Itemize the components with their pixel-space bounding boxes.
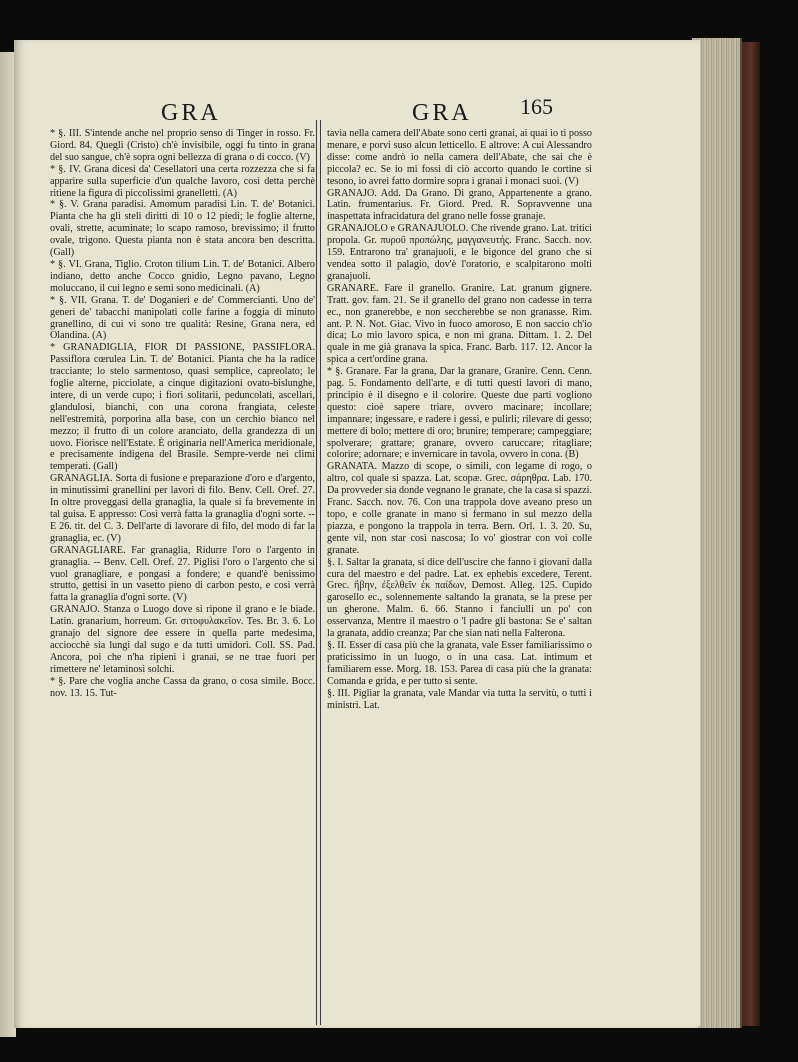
page-number: 165	[520, 94, 553, 119]
entry-paragraph: GRANAJOLO e GRANAJUOLO. Che rivende grano. Lat. tritici propola. Gr. πυροῦ προπώλης, μαγγανευτής. Franc. Sacch. nov. 159. Entrarono tra' granajuoli, e le bigonce del grano che si vendea sotto il palagio, dov'è l'oratorio, e scalpitarono molti granajuoli.	[327, 223, 592, 282]
entry-paragraph: GRANARE. Fare il granello. Granire. Lat. granum gignere. Tratt. gov. fam. 21. Se il granello del grano non cadesse in terra ec., non granerebbe, e non seccherebbe se non granasse. Rim. ant. P. N. Not. Giac. Vivo in fuoco amoroso, E non saccio ch'io dica; Lo mio lavoro spica, e non mi grana. Dittam. 1. 2. Del quale in me già granava la spica. Franc. Barb. 117. 12. Ancor la spica a cert'ordine grana.	[327, 282, 592, 366]
entry-paragraph: §. I. Saltar la granata, si dice dell'uscire che fanno i giovani dalla cura del maestro e del padre. Lat. ex ephebis excedere, Terent. Grec. ἥβην, ἐξελθεῖν ἐκ παίδων, Demost. Alleg. 125. Cupido garosello ec., solennemente saltando la granata, se la prese per un gherone. Malm. 6. 66. Stanno i fanciulli un po' con osservanza, Mentre il maestro o 'l padre gli bastona: Se e' saltan la granata, addio creanza; Par che sian nati nella Falterona.	[327, 556, 592, 640]
entry-paragraph: tavia nella camera dell'Abate sono certi granai, ai quai io ti posso menare, e porvi suso alcun letticello. E altrove: A cui Alessandro disse: come andrò io nella camera dell'Abate, che sai che è piccola? ec. Se io mi fossi di ciò accorto quando le cortine si tesono, io avrei fatto dormire sopra i granai i monaci suoi. (V)	[327, 128, 592, 187]
right-column	[327, 128, 592, 711]
entry-paragraph: GRANAGLIARE. Far granaglia, Ridurre l'oro o l'argento in granaglia. -- Benv. Cell. Oref. 27. Piglisi l'oro o l'argento che si vuol granagliare, e pongasi a fondere; e quand'è benissimo strutto, gettisi in un vasetto pieno di carbon pesto, e così verrà fatta la granaglia d'ogni sorte. (V)	[50, 544, 315, 604]
running-header-right: GRA	[412, 100, 472, 126]
column-divider	[316, 120, 321, 1025]
entry-paragraph: * GRANADIGLIA, FIOR DI PASSIONE, PASSIFLORA. Passiflora cœrulea Lin. T. de' Botanici. Pianta che ha la radice tracciante; lo stelo sarmentoso, quasi semplice, capreolato; le foglie alterne, picciolate, a cinque digitazioni ovato-bislunghe, intere, di un verde cupo; i fiori solitarii, peduncolati, ascellari, glandulosi, bianchi, con una corona frangiata, celeste nell'estremità, porporina alla base, con un cerchio bianco nel mezzo; il frutto di un colore aranciato, della grandezza di un uovo. Fiorisce nell'Estate. È originaria nell'America meridionale, e precisamente indigena del Brasile. Sempre-verde nei climi temperati. (Gall)	[50, 342, 315, 473]
entry-paragraph: * §. III. S'intende anche nel proprio senso di Tinger in rosso. Fr. Giord. 84. Quegli (Cristo) ch'è invisibile, oggi fu tinto in grana del suo sangue, ch'è sopra ogni bellezza di grana o di cocco. (V)	[50, 128, 315, 163]
entry-paragraph: * §. VI. Grana, Tiglio. Croton tilium Lin. T. de' Botanici. Albero indiano, detto anche Cocco gnidio, Legno pavano, Legno moluccano, il cui legno e semi sono medicinali. (A)	[50, 258, 315, 294]
entry-paragraph: * §. V. Grana paradisi. Amomum paradisi Lin. T. de' Botanici. Pianta che ha gli steli diritti di 10 o 12 piedi; le foglie alterne, ovali, strette, acuminate; lo scapo ramoso, brevissimo; il frutto ovale, trigono. Questa pianta non è stata ancora ben descritta. (Gall)	[50, 199, 315, 259]
book-page	[14, 40, 700, 1028]
entry-paragraph: * §. VII. Grana. T. de' Doganieri e de' Commercianti. Uno de' generi de' tabacchi manipolati colle farine a foggia di minuto granellino, di cui vi sono tre qualità: Resine, Grana nera, ed Olandina. (A)	[50, 294, 315, 342]
entry-paragraph: GRANAJO. Stanza o Luogo dove si ripone il grano e le biade. Latin. granarium, horreum. Gr. σιτοφυλακεῖον. Tes. Br. 3. 6. Lo granajo del signore dee essere in quella parte medesima, acciocchè sia lungi dal sugo e da tutti umidori. Coll. SS. Pad. Ancora, poi che n'ha ripieni i granai, se ne trae fuori per rimettere ne' letaminosi solchi.	[50, 604, 315, 675]
running-header-left: GRA	[161, 100, 221, 126]
left-column	[50, 128, 315, 700]
entry-paragraph: GRANAGLIA. Sorta di fusione e preparazione d'oro e d'argento, in minutissimi granellini per lavori di filo. Benv. Cell. Oref. 27. In oltre proveggasi della granaglia, la quale si fa brevemente in tal guisa. E appresso: Così verrà fatta la granaglia d'ogni sorte. -- E 26. tit. del C. 3. Dell'arte di lavorare di filo, del modo di far la granaglia, ec. (V)	[50, 473, 315, 544]
entry-paragraph: GRANAJO. Add. Da Grano. Di grano, Appartenente a grano. Latin. frumentarius. Fr. Giord. Pred. R. Sopravvenne una inaspettata infracidatura del grano nelle fosse granaje.	[327, 187, 592, 223]
entry-paragraph: §. II. Esser di casa più che la granata, vale Esser familiarissimo o praticissimo in un luogo, o in una casa. Lat. intimum et familiarem esse. Morg. 18. 153. Parea di casa più che la granata: Comanda e grida, e per tutto si sente.	[327, 639, 592, 687]
entry-paragraph: * §. IV. Grana dicesi da' Cesellatori una certa rozzezza che si fa apparire sulla superficie d'un qualche lavoro, così detta perchè ritiene la figura di piccolissimi granelletti. (A)	[50, 163, 315, 199]
entry-paragraph: * §. Granare. Far la grana, Dar la granare, Granire. Cenn. Cenn. pag. 5. Fondamento dell'arte, e di tutti questi lavori di mano, principio è il disegno e il colorire. Queste due parti vogliono questo: cioè sapere triare, ovvero macinare; incollare; impannare; ingessare, e radere i gessi, e pulirli; rilevare di gesso; mettere di bolo; mettere di oro; brunire; temperare; campeggiare; spolverare; grattare; granare, ovvero caruccare; ritagliare; colorire; adornare; e invernicare in tavola, ovvero in cona. (B)	[327, 366, 592, 461]
entry-paragraph: * §. Pare che voglia anche Cassa da grano, o cosa simile. Bocc. nov. 13. 15. Tut-	[50, 675, 315, 699]
entry-paragraph: GRANATA. Mazzo di scope, o simili, con legame di rogo, o altro, col quale si spazza. Lat. scopæ. Grec. σάρηθρα. Lab. 170. Da provveder sia donde vegnano le granate, che la casa si spazzi. Franc. Sacch. nov. 76. Con una trappola dove aveano preso un topo, e colle granate in mano si fermano in sul mezzo della piazza, e pongono la trappola in terra. Bern. Orl. 1. 3. 20. Su, gente vil, non star così nascosa; Io vo' giostrar con voi colle granate.	[327, 461, 592, 556]
entry-paragraph: §. III. Pigliar la granata, vale Mandar via tutta la servitù, o tutti i ministri. Lat.	[327, 687, 592, 711]
